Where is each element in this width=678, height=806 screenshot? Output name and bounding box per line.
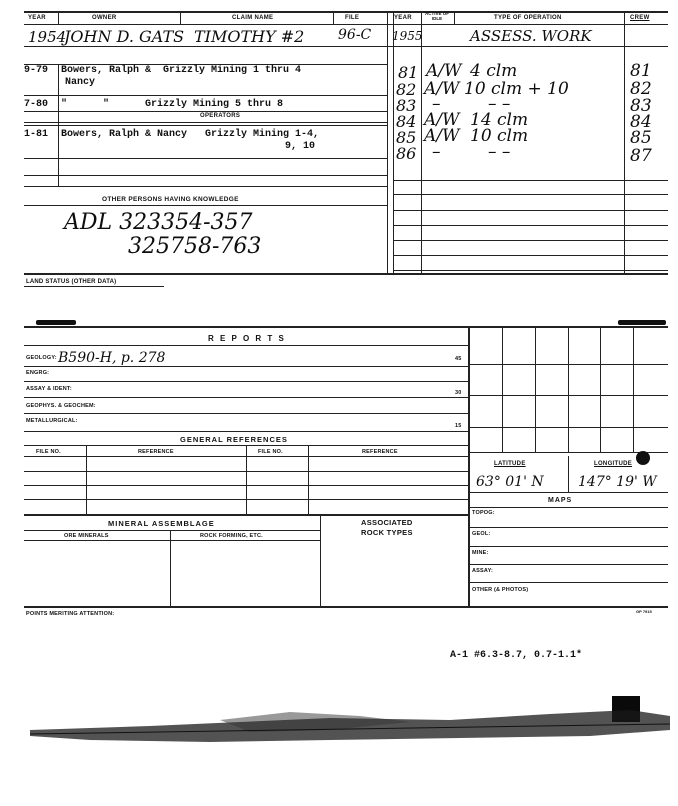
dark-dot-mark [636, 451, 650, 465]
other-person-entry: ADL 323354-357 [64, 210, 253, 235]
op-type: 10 clm [470, 126, 529, 146]
op-year: 82 [396, 80, 417, 99]
report-geology-value: B590-H, p. 278 [58, 350, 166, 366]
rock-types-label: ROCK TYPES [361, 528, 413, 537]
scale-tick-label: 45 [455, 356, 462, 362]
op-active: – [432, 142, 441, 162]
reports-title: R E P O R T S [208, 334, 286, 343]
owner-row-text: Bowers, Ralph & Grizzly Mining 1 thru 4 [61, 65, 302, 76]
ref-file-no2-header: FILE NO. [258, 449, 283, 455]
first-row-op-year: 1955 [392, 29, 423, 43]
op-crew: 82 [630, 79, 652, 99]
latitude-label: LATITUDE [494, 461, 526, 467]
scan-smudge [36, 320, 76, 325]
scale-tick-label: 30 [455, 390, 462, 396]
associated-label: ASSOCIATED [361, 518, 413, 527]
col-operation-header: TYPE OF OPERATION [494, 15, 562, 21]
owner-row-year: 7-80 [24, 99, 49, 110]
map-row-label: TOPOG: [472, 510, 495, 516]
first-row-owner: JOHN D. GATS [64, 27, 185, 46]
map-row-label: GEOL: [472, 531, 491, 537]
op-crew: 85 [630, 128, 652, 148]
map-row-label: ASSAY: [472, 568, 494, 574]
col-claim-name-header: CLAIM NAME [232, 15, 274, 21]
operator-row-text: 9, 10 [285, 141, 316, 152]
operators-label: OPERATORS [200, 113, 241, 119]
rock-forming-label: ROCK FORMING, ETC. [200, 533, 263, 539]
maps-label: MAPS [548, 497, 573, 504]
form-code: GP 7915 [636, 609, 652, 614]
ref-reference2-header: REFERENCE [362, 449, 398, 455]
op-active: – [432, 94, 441, 114]
points-meriting-attention-label: POINTS MERITING ATTENTION: [26, 611, 115, 617]
col-file-header: FILE [345, 15, 360, 21]
map-row-label: MINE: [472, 550, 489, 556]
col-crew-header: CREW [630, 15, 650, 21]
scale-tick-label: 15 [455, 423, 462, 429]
owner-row-text: " " Grizzly Mining 5 thru 8 [61, 99, 284, 110]
op-crew: 81 [630, 61, 652, 81]
op-year: 81 [398, 63, 419, 82]
first-row-file: 96-C [338, 27, 372, 43]
op-type: – – [488, 94, 511, 114]
op-active: A/W [424, 110, 460, 130]
col-owner-header: OWNER [92, 15, 117, 21]
other-person-entry: 325758-763 [128, 234, 262, 259]
report-engrg-label: ENGRG: [26, 370, 50, 376]
latitude-value: 63° 01' N [476, 474, 544, 490]
operator-row-text: Bowers, Ralph & Nancy Grizzly Mining 1-4, [61, 129, 320, 140]
scan-noise-band [30, 700, 670, 750]
owner-row-year: 9-79 [24, 65, 49, 76]
report-metallurgical-label: METALLURGICAL: [26, 418, 78, 424]
op-crew: 87 [630, 146, 652, 166]
op-type: 10 clm + 10 [464, 79, 569, 99]
op-year: 84 [396, 112, 417, 131]
general-references-title: GENERAL REFERENCES [180, 435, 288, 444]
op-year: 86 [396, 144, 417, 163]
op-type: 4 clm [470, 61, 518, 81]
col-active-header: ACTIVE OF IDLE [424, 11, 449, 21]
land-status-label: LAND STATUS (OTHER DATA) [26, 279, 117, 285]
operator-row-year: 1-81 [24, 129, 49, 140]
col-year2-header: YEAR [394, 15, 412, 21]
op-type: 14 clm [470, 110, 529, 130]
ref-reference-header: REFERENCE [138, 449, 174, 455]
op-crew: 84 [630, 112, 652, 132]
op-type: – – [488, 142, 511, 162]
other-persons-label: OTHER PERSONS HAVING KNOWLEDGE [102, 196, 239, 203]
scan-smudge [618, 320, 666, 325]
quad-reference: A-1 #6.3-8.7, 0.7-1.1* [450, 650, 583, 661]
ore-minerals-label: ORE MINERALS [64, 533, 109, 539]
col-year-header: YEAR [28, 15, 46, 21]
op-year: 83 [396, 96, 417, 115]
mineral-assemblage-label: MINERAL ASSEMBLAGE [108, 519, 215, 528]
longitude-value: 147° 19' W [578, 474, 657, 490]
report-assay-label: ASSAY & IDENT: [26, 386, 72, 392]
first-row-year: 1954 [28, 28, 67, 46]
op-crew: 83 [630, 96, 652, 116]
longitude-label: LONGITUDE [594, 461, 633, 467]
op-active: A/W [424, 126, 460, 146]
report-geophys-label: GEOPHYS. & GEOCHEM: [26, 403, 96, 409]
owner-row-text: Nancy [65, 77, 96, 88]
first-row-operation: ASSESS. WORK [470, 27, 592, 45]
op-active: A/W [424, 79, 460, 99]
map-row-label: OTHER (& PHOTOS) [472, 587, 529, 593]
report-geology-label: GEOLOGY: [26, 355, 57, 361]
first-row-claim: TIMOTHY #2 [194, 27, 305, 46]
ref-file-no-header: FILE NO. [36, 449, 61, 455]
op-year: 85 [396, 128, 417, 147]
op-active: A/W [426, 61, 462, 81]
land-status-underline [24, 286, 164, 287]
